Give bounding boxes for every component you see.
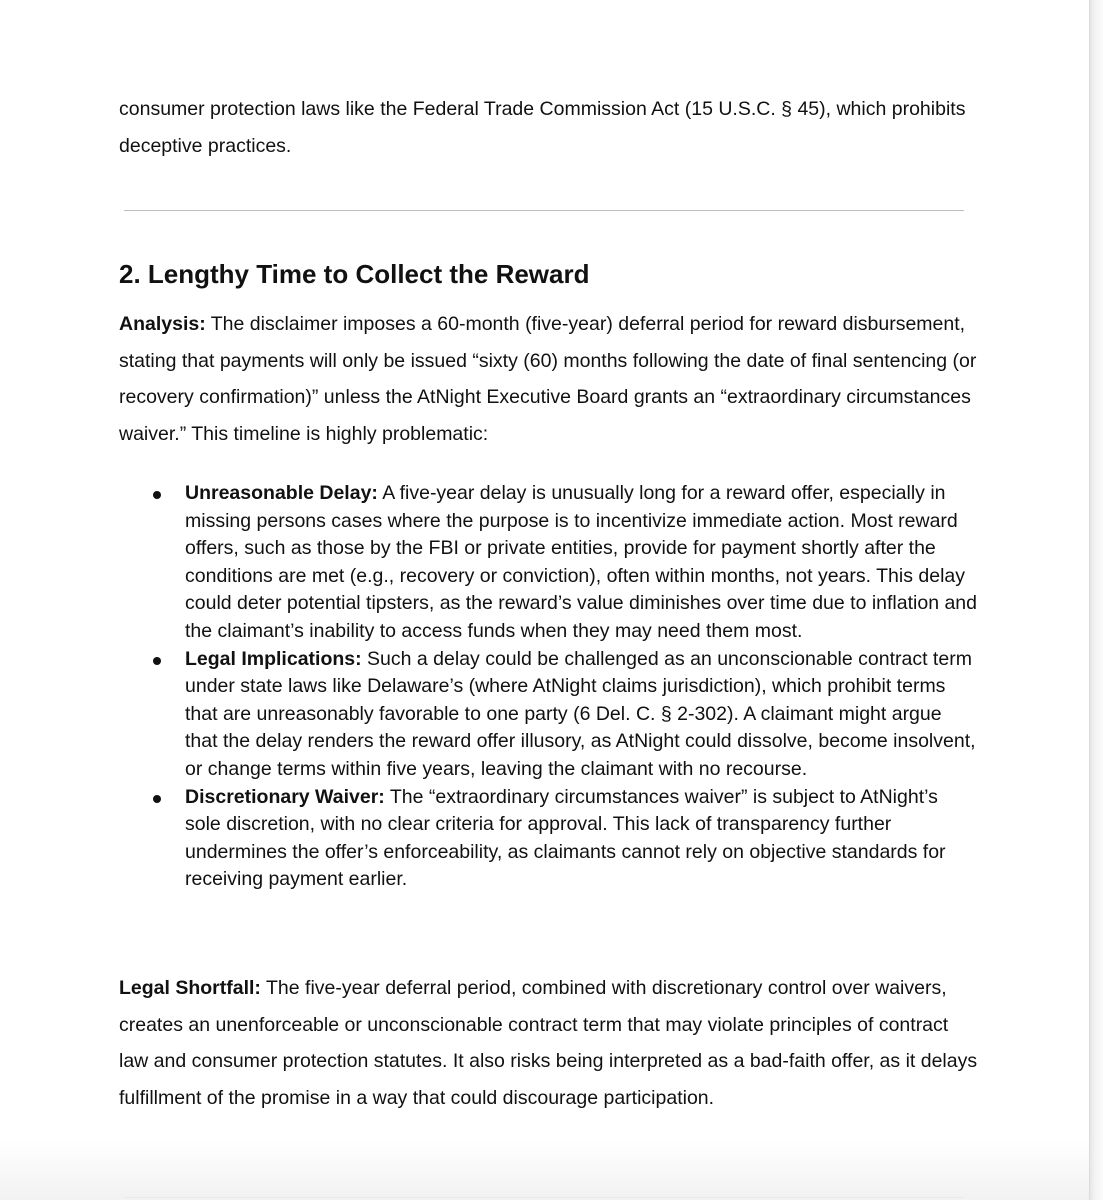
analysis-paragraph (119, 306, 981, 452)
shortfall-text: The five-year deferral period, combined with discretionary control over waivers, creates an unenforceable or unconscionable contract term that may violate principles of contract law and consumer protection statutes. It also risks being interpreted as a bad-faith offer, as it delays fulfillment of the promise in a way that could discourage participation. (119, 977, 978, 1109)
analysis-text: The disclaimer imposes a 60-month (five-year) deferral period for reward disbursement, stating that payments will only be issued “sixty (60) months following the date of final sentencing (or recovery confirmation)” unless the AtNight Executive Board grants an “extraordinary circumstances waiver.” This timeline is highly problematic: (119, 313, 977, 445)
bullet-icon (153, 657, 161, 665)
bullet-label: Legal Implications: (185, 647, 362, 670)
bullet-text: The “extraordinary circumstances waiver” is subject to AtNight’s sole discretion, with no clear criteria for approval. This lack of transparency further undermines the offer’s enforceability, as claimants cannot rely on objective standards for receiving payment earlier. (185, 785, 946, 891)
bullet-text: Such a delay could be challenged as an unconscionable contract term under state laws like Delaware’s (where AtNight claims jurisdiction), which prohibit terms that are unreasonably favorable to one party (6 Del. C. § 2-302). A claimant might argue that the delay renders the reward offer illusory, as AtNight could dissolve, become insolvent, or change terms within five years, leaving the claimant with no recourse. (185, 647, 976, 780)
shortfall-label: Legal Shortfall: (119, 977, 261, 999)
section-divider-bottom (124, 1197, 964, 1198)
list-item (119, 646, 979, 784)
intro-paragraph: consumer protection laws like the Federal Trade Commission Act (15 U.S.C. § 45), which prohibits deceptive practices. (119, 98, 966, 157)
list-item (119, 480, 979, 646)
page-bottom-shadow (0, 1140, 1090, 1200)
bullet-label: Unreasonable Delay: (185, 482, 378, 504)
window-scrollbar-edge[interactable] (1089, 0, 1103, 1200)
list-item (119, 784, 979, 894)
section-heading: 2. Lengthy Time to Collect the Reward (119, 259, 590, 289)
bullet-text: A five-year delay is unusually long for a reward offer, especially in missing persons cases where the purpose is to incentivize immediate action. Most reward offers, such as those by the FBI or private entities, provide for payment shortly after the conditions are met (e.g., recovery or conviction), often within months, not years. This delay could deter potential tipsters, as the reward’s value diminishes over time due to inflation and the claimant’s inability to access funds when they may need them most. (185, 482, 977, 642)
issues-list (119, 480, 979, 894)
analysis-label: Analysis: (119, 313, 206, 335)
bullet-icon (153, 795, 161, 803)
bullet-icon (153, 491, 161, 499)
bullet-label: Discretionary Waiver: (185, 785, 385, 808)
legal-shortfall-paragraph (119, 970, 981, 1116)
section-divider-top (124, 210, 964, 211)
